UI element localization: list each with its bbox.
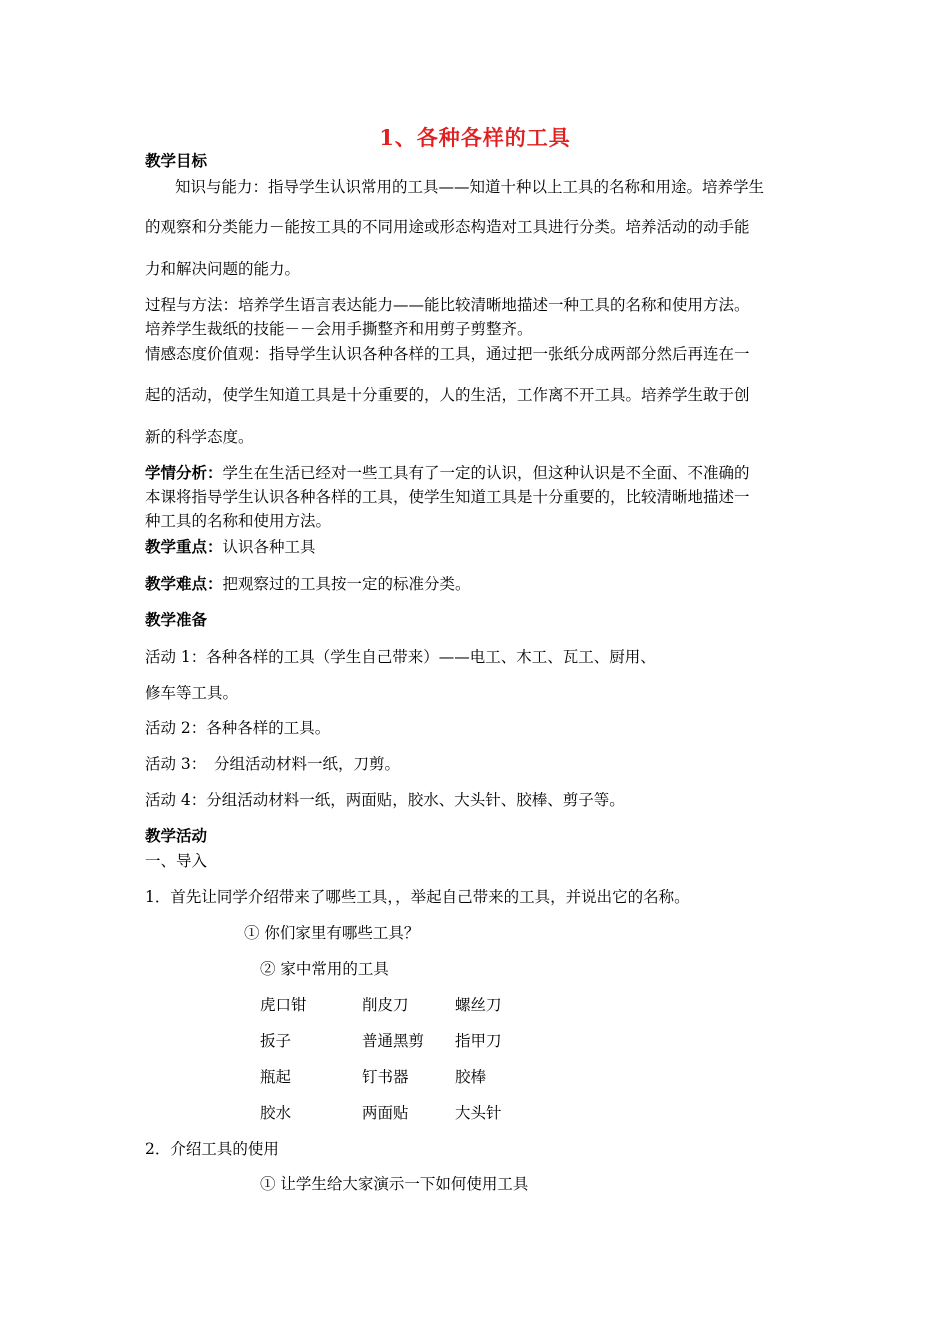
difficulty-label: 教学难点： [145,574,223,593]
key-point [145,536,316,558]
tool-cell: 普通黑剪 [362,1032,425,1050]
analysis-label: 学情分析： [145,463,223,482]
prep-line-4: 活动 3： 分组活动材料一纸，刀剪。 [145,755,401,773]
step-2: 2．介绍工具的使用 [145,1140,279,1158]
prep-line-2: 修车等工具。 [145,684,239,702]
prep-line-1: 活动 1：各种各样的工具（学生自己带来）——电工、木工、瓦工、厨用、 [145,648,656,666]
knowledge-line-2: 的观察和分类能力－能按工具的不同用途或形态构造对工具进行分类。培养活动的动手能 [145,218,750,236]
knowledge-line-1: 知识与能力：指导学生认识常用的工具——知道十种以上工具的名称和用途。培养学生 [175,178,765,196]
analysis-line-3: 种工具的名称和使用方法。 [145,512,332,530]
difficulty [145,573,471,595]
emotion-line-3: 新的科学态度。 [145,428,254,446]
goals-heading: 教学目标 [145,151,208,170]
prep-line-5: 活动 4：分组活动材料一纸，两面贴，胶水、大头针、胶棒、剪子等。 [145,791,625,809]
intro-heading: 一、导入 [145,852,208,870]
tool-cell: 胶棒 [455,1068,487,1086]
tool-cell: 胶水 [260,1104,292,1122]
key-point-label: 教学重点： [145,537,223,556]
knowledge-line-3: 力和解决问题的能力。 [145,260,301,278]
tool-cell: 指甲刀 [455,1032,502,1050]
activities-heading: 教学活动 [145,826,208,845]
analysis-text-1: 学生在生活已经对一些工具有了一定的认识，但这种认识是不全面、不准确的 [222,464,750,482]
process-line-2: 培养学生裁纸的技能－－会用手撕整齐和用剪子剪整齐。 [145,320,533,338]
analysis-line-2: 本课将指导学生认识各种各样的工具，使学生知道工具是十分重要的，比较清晰地描述一 [145,488,750,506]
question-3: ① 让学生给大家演示一下如何使用工具 [260,1175,529,1193]
emotion-line-2: 起的活动，使学生知道工具是十分重要的，人的生活，工作离不开工具。培养学生敢于创 [145,386,750,404]
difficulty-text: 把观察过的工具按一定的标准分类。 [222,575,471,593]
prep-line-3: 活动 2：各种各样的工具。 [145,719,331,737]
tool-cell: 虎口钳 [260,996,307,1014]
question-1: ① 你们家里有哪些工具？ [244,924,420,942]
prep-heading: 教学准备 [145,610,208,629]
tool-cell: 削皮刀 [362,996,409,1014]
process-line-1: 过程与方法：培养学生语言表达能力——能比较清晰地描述一种工具的名称和使用方法。 [145,296,750,314]
step-1: 1．首先让同学介绍带来了哪些工具，，举起自己带来的工具，并说出它的名称。 [145,888,690,906]
question-2: ② 家中常用的工具 [260,960,389,978]
tool-cell: 大头针 [455,1104,502,1122]
tool-cell: 扳子 [260,1032,292,1050]
tool-cell: 两面贴 [362,1104,409,1122]
emotion-line-1: 情感态度价值观：指导学生认识各种各样的工具，通过把一张纸分成两部分然后再连在一 [145,345,750,363]
tool-cell: 螺丝刀 [455,996,502,1014]
key-point-text: 认识各种工具 [222,538,316,556]
tool-cell: 瓶起 [260,1068,292,1086]
tool-cell: 钉书器 [362,1068,409,1086]
analysis-line-1 [145,462,750,484]
lesson-title: 1、各种各样的工具 [379,125,571,150]
